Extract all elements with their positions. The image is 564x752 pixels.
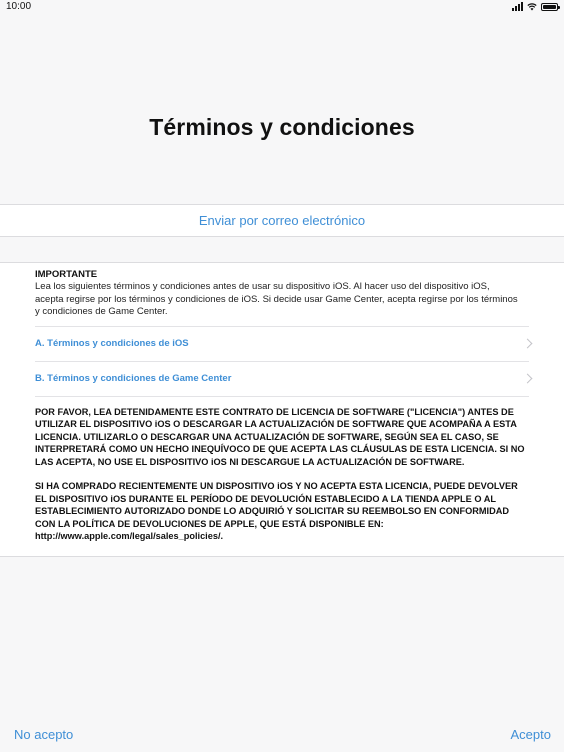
battery-icon (541, 3, 558, 11)
section-ios-terms-label[interactable]: A. Términos y condiciones de iOS (35, 338, 189, 349)
important-heading: IMPORTANTE (35, 269, 98, 280)
status-icons (512, 2, 558, 11)
status-bar (0, 0, 564, 14)
terms-panel (0, 262, 564, 557)
important-text: Lea los siguientes términos y condiciones antes de usar su dispositivo iOS. Al hacer uso del dispositivo iOS, acepta regirse por los términos y condiciones de iOS. Si decide usar Game Center, acepta regirse por los términos y condiciones de Game Center. (35, 281, 518, 317)
decline-button[interactable]: No acepto (14, 727, 74, 742)
accept-button[interactable]: Acepto (510, 727, 551, 742)
wifi-icon (527, 2, 537, 11)
email-row[interactable] (0, 204, 564, 237)
chevron-right-icon (523, 374, 533, 384)
legal-paragraph: SI HA COMPRADO RECIENTEMENTE UN DISPOSITIVO iOS Y NO ACEPTA ESTA LICENCIA, PUEDE DEVOLVER EL DISPOSITIVO iOS DURANTE EL PERÍODO DE DEVOLUCIÓN ESTABLECIDO A LA TIENDA APPLE O AL ESTABLECIMIENTO AUTORIZADO DONDE LO ADQUIRIÓ Y SOLICITAR SU REEMBOLSO EN CONFORMIDAD CON LA POLÍTICA DE DEVOLUCIONES DE APPLE, QUE ESTÁ DISPONIBLE EN: http://www.apple.com/legal/sales_policies/. (35, 481, 518, 541)
legal-paragraph: POR FAVOR, LEA DETENIDAMENTE ESTE CONTRATO DE LICENCIA DE SOFTWARE ("LICENCIA") ANTES DE UTILIZAR EL DISPOSITIVO iOS O DESCARGAR LA ACTUALIZACIÓN DE SOFTWARE QUE ACOMPAÑA A ESTA LICENCIA. UTILIZARLO O DESCARGAR UNA ACTUALIZACIÓN DE SOFTWARE, SEGÚN SEA EL CASO, SE INTERPRETARÁ COMO UN HECHO INEQUÍVOCO DE QUE ACEPTA LAS CLÁUSULAS DE ESTA LICENCIA. SI NO LAS ACEPTA, NO USE EL DISPOSITIVO iOS NI DESCARGUE LA ACTUALIZACIÓN DE SOFTWARE. (35, 406, 525, 467)
chevron-right-icon (523, 339, 533, 349)
legal-text-block (35, 396, 529, 543)
section-ios-terms[interactable] (35, 326, 529, 361)
cellular-signal-icon (512, 2, 523, 11)
section-game-center-terms-label[interactable]: B. Términos y condiciones de Game Center (35, 373, 232, 384)
page-title: Términos y condiciones (149, 114, 415, 140)
send-email-link[interactable]: Enviar por correo electrónico (198, 213, 366, 228)
status-time: 10:00 (6, 1, 32, 12)
section-game-center-terms[interactable] (35, 361, 529, 396)
